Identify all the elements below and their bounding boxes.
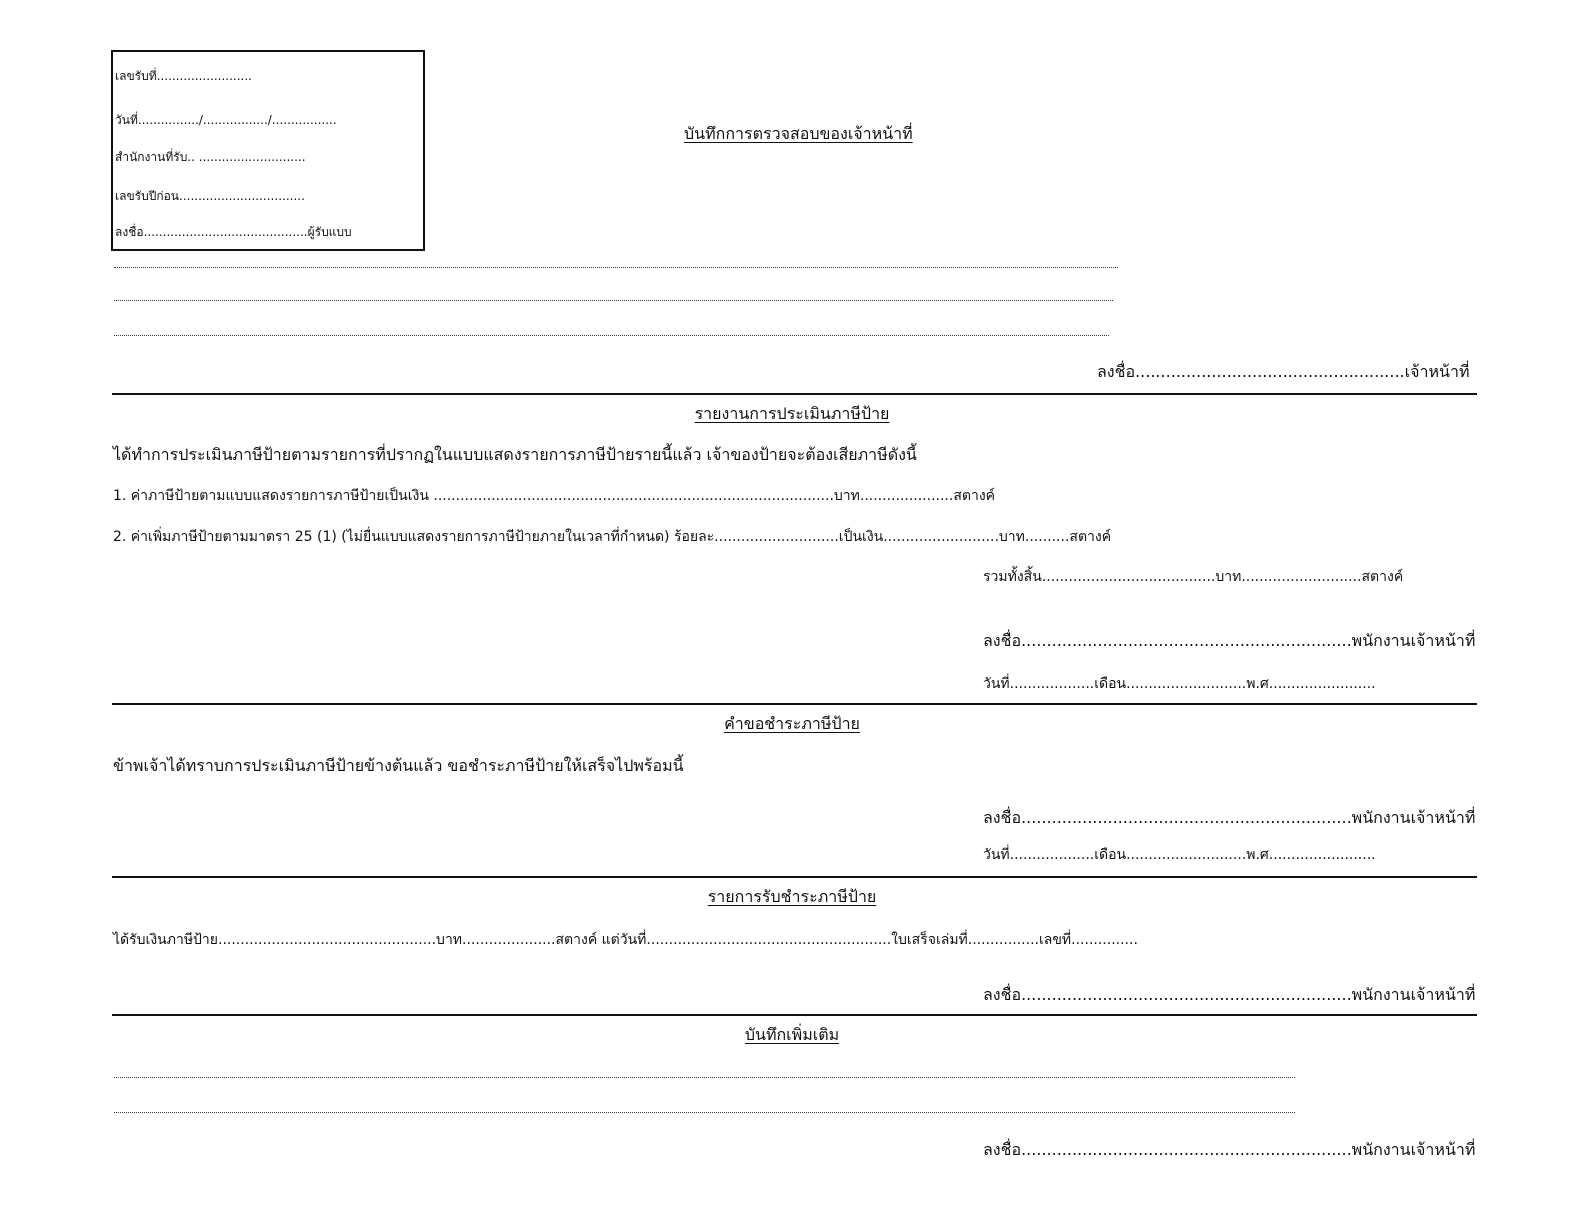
assessment-intro: ได้ทำการประเมินภาษีป้ายตามรายการที่ปรากฏในแบบแสดงรายการภาษีป้ายรายนี้แล้ว เจ้าของป้ายจะต้องเสียภาษีดังนี้ (113, 445, 917, 464)
notes-dotted-line (114, 1077, 1295, 1078)
assessment-total: รวมทั้งสิ้น.......................................บาท...........................สตางค์ (983, 569, 1404, 585)
inspection-title: บันทึกการตรวจสอบของเจ้าหน้าที่ (684, 124, 913, 143)
assessment-signature-field: ลงชื่อ.................................................................พนักงานเจ้าหน้าที่ (983, 631, 1476, 650)
inspection-dotted-line (114, 267, 1118, 268)
notes-title: บันทึกเพิ่มเติม (744, 1025, 840, 1044)
payment-receipt-text: ได้รับเงินภาษีป้าย.................................................บาท.....................สตางค์ แต่วันที่.......................................................ใบเสร็จเล่มที่................เลขที่............... (113, 932, 1138, 948)
receipt-number-field: เลขรับที่......................... (115, 69, 252, 83)
inspection-dotted-line (114, 335, 1109, 336)
assessment-title: รายงานการประเมินภาษีป้าย (694, 404, 890, 423)
section-divider (112, 876, 1477, 878)
payment-request-title: คำขอชำระภาษีป้าย (724, 714, 860, 733)
payment-request-signature-field: ลงชื่อ.................................................................พนักงานเจ้าหน้าที่ (983, 808, 1476, 827)
section-divider (112, 703, 1477, 705)
payment-request-text: ข้าพเจ้าได้ทราบการประเมินภาษีป้ายข้างต้นแล้ว ขอชำระภาษีป้ายให้เสร็จไปพร้อมนี้ (113, 756, 684, 775)
previous-year-number-field: เลขรับปีก่อน................................. (115, 189, 305, 203)
section-divider (112, 393, 1477, 395)
receiver-signature-field: ลงชื่อ...........................................ผู้รับแบบ (115, 225, 352, 239)
receipt-date-field: วันที่................/................./................. (115, 113, 337, 127)
notes-dotted-line (114, 1112, 1295, 1113)
assessment-item-1: 1. ค่าภาษีป้ายตามแบบแสดงรายการภาษีป้ายเป็นเงิน ..........................................................................................บาท.....................สตางค์ (113, 488, 996, 504)
notes-signature-field: ลงชื่อ.................................................................พนักงานเจ้าหน้าที่ (983, 1140, 1476, 1159)
payment-receipt-signature-field: ลงชื่อ.................................................................พนักงานเจ้าหน้าที่ (983, 985, 1476, 1004)
payment-request-date-field: วันที่...................เดือน...........................พ.ศ........................ (983, 847, 1376, 863)
assessment-date-field: วันที่...................เดือน...........................พ.ศ........................ (983, 676, 1376, 692)
receiving-office-field: สำนักงานที่รับ.. ............................ (115, 150, 306, 164)
receipt-box (111, 50, 425, 251)
officer-signature-field: ลงชื่อ.....................................................เจ้าหน้าที่ (1097, 362, 1470, 381)
section-divider (112, 1014, 1477, 1016)
inspection-dotted-line (114, 300, 1113, 301)
payment-receipt-title: รายการรับชำระภาษีป้าย (707, 887, 877, 906)
assessment-item-2: 2. ค่าเพิ่มภาษีป้ายตามมาตรา 25 (1) (ไม่ยื่นแบบแสดงรายการภาษีป้ายภายในเวลาที่กำหนด) ร้อยละ............................เป็นเงิน..........................บาท..........สตางค์ (113, 529, 1112, 545)
